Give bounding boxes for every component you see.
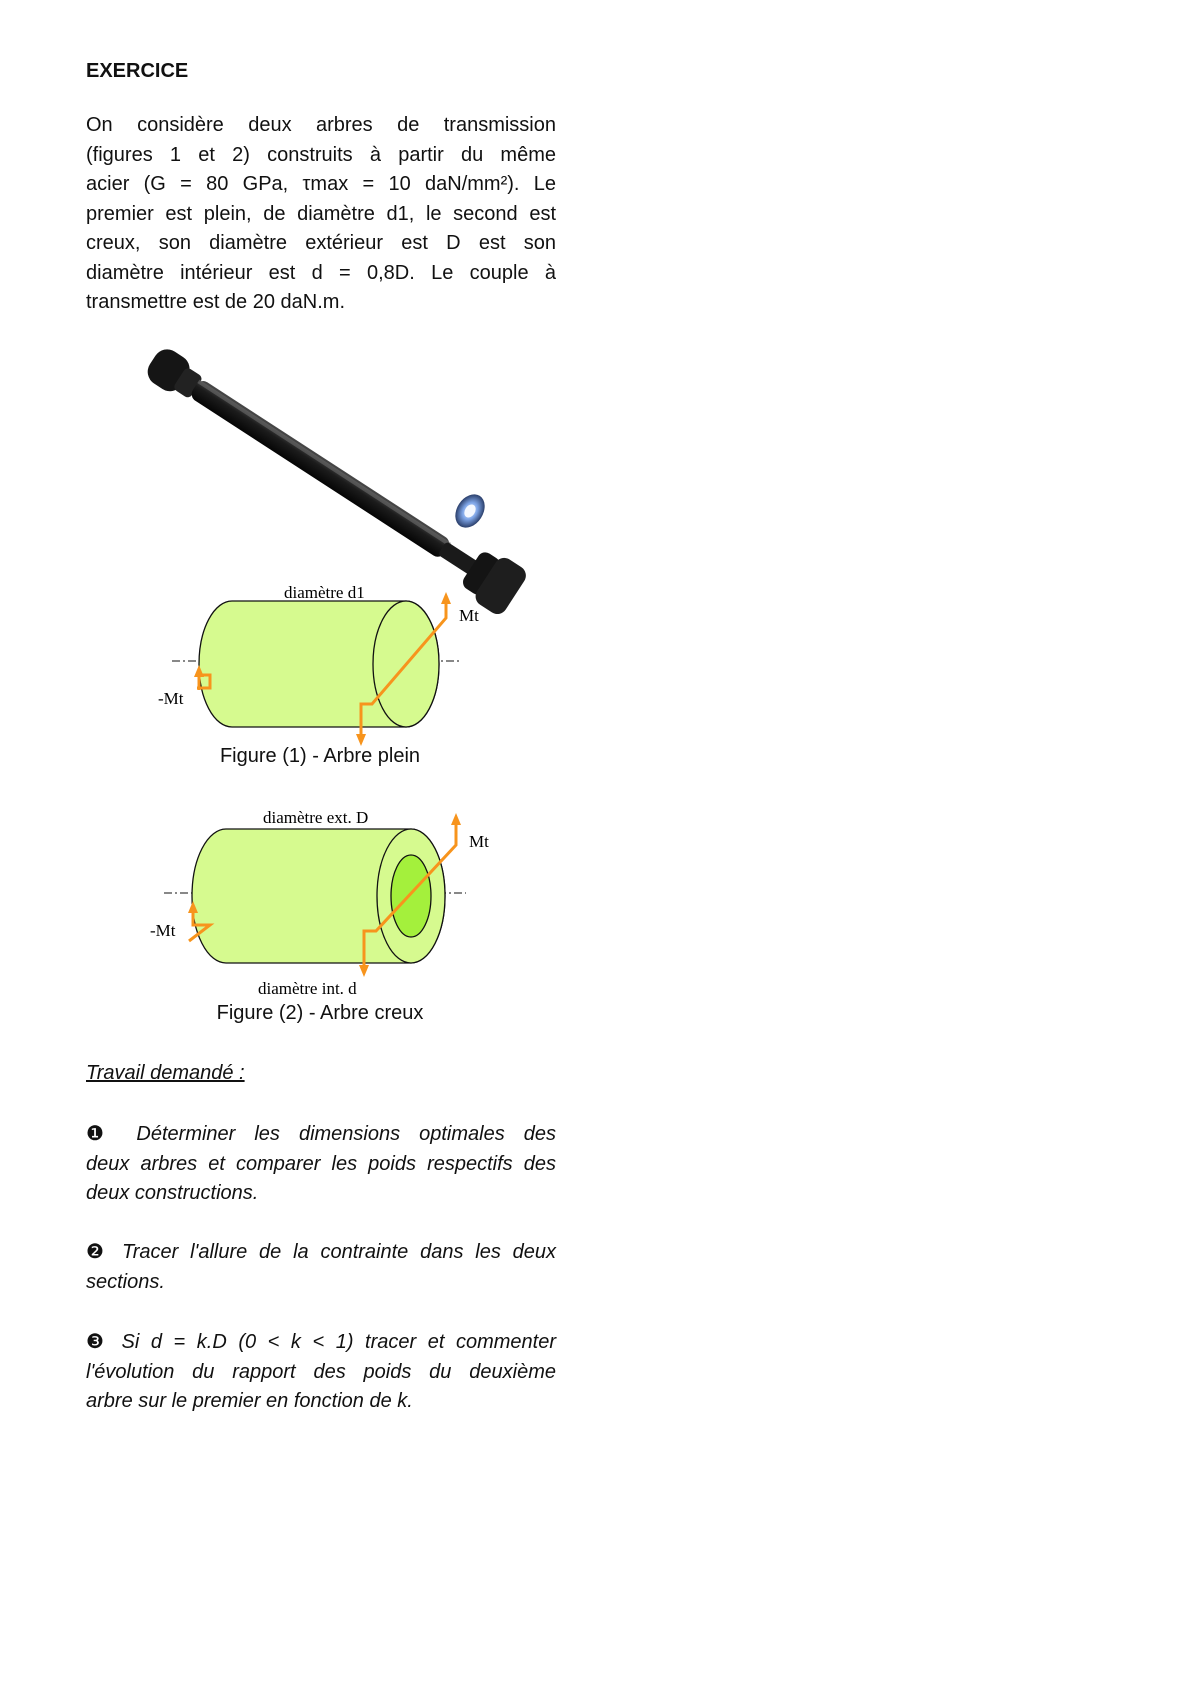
intro-line: premier est plein, de diamètre d1, le second est — [86, 202, 556, 225]
question-line: ❶ Déterminer les dimensions optimales des — [86, 1123, 556, 1145]
fig1-torque-right-label: Mt — [459, 606, 479, 625]
question-1 — [86, 1120, 556, 1209]
question-line: arbre sur le premier en fonction de k. — [86, 1390, 413, 1412]
question-line: deux arbres et comparer les poids respectifs des — [86, 1152, 556, 1175]
question-line: l'évolution du rapport des poids du deuxième — [86, 1360, 556, 1383]
fig2-torque-right-label: Mt — [469, 832, 489, 851]
arrow-head-icon — [451, 813, 461, 825]
question-line: deux constructions. — [86, 1182, 259, 1204]
task-heading: Travail demandé : — [86, 1062, 245, 1084]
question-line: ❷ Tracer l'allure de la contrainte dans les deux — [86, 1241, 556, 1263]
figure-2-caption: Figure (2) - Arbre creux — [216, 1002, 424, 1024]
intro-line: acier (G = 80 GPa, τmax = 10 daN/mm²). Le — [86, 173, 556, 195]
fig1-torque-left-label: -Mt — [158, 689, 184, 708]
intro-line: transmettre est de 20 daN.m. — [86, 291, 346, 313]
fig2-bottom-label: diamètre int. d — [258, 979, 357, 998]
intro-line: creux, son diamètre extérieur est D est son — [86, 232, 556, 254]
intro-line: On considère deux arbres de transmission — [86, 114, 556, 136]
fig1-top-label: diamètre d1 — [284, 583, 365, 602]
question-3 — [86, 1328, 556, 1417]
question-line: ❸ Si d = k.D (0 < k < 1) tracer et commenter — [86, 1331, 556, 1353]
question-line: sections. — [86, 1270, 165, 1293]
fig2-top-label: diamètre ext. D — [263, 808, 369, 827]
intro-line: diamètre intérieur est d = 0,8D. Le couple à — [86, 261, 556, 284]
shaft-inner-bore — [391, 855, 431, 937]
exercise-title: EXERCICE — [86, 60, 189, 82]
arrow-head-icon — [359, 965, 369, 977]
intro-line: (figures 1 et 2) construits à partir du même — [86, 143, 556, 166]
figure-1-caption: Figure (1) - Arbre plein — [219, 745, 421, 767]
question-2 — [86, 1238, 556, 1297]
fig2-torque-left-label: -Mt — [150, 921, 176, 940]
